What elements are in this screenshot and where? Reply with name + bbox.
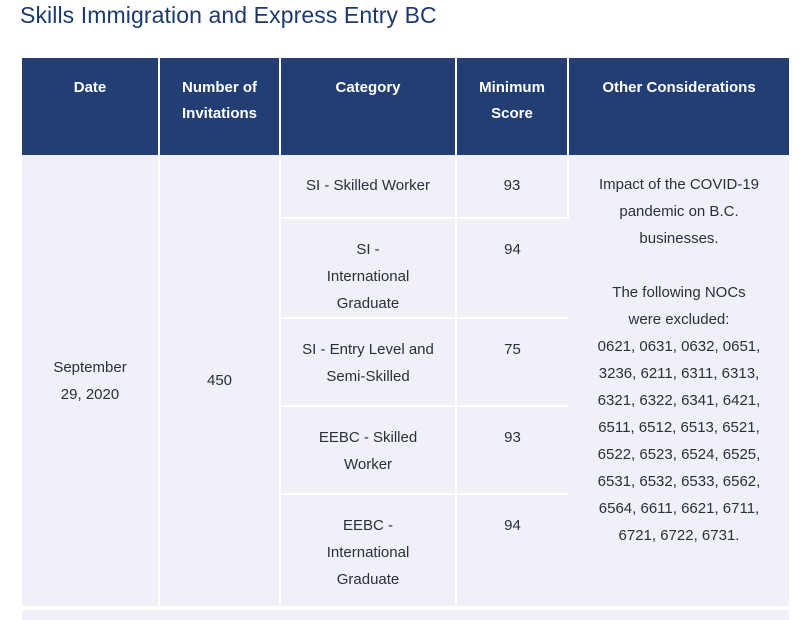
nocs-list-text: 0621, 0631, 0632, 0651, 3236, 6211, 6311, 6313, 6321, 6322, 6341, 6421, 6511, 6512, 6513, 6521, 6522, 6523, 6524, 6525, 6531, 6532, 6533, 6562, 6564, 6611, 6621, 6711, 6721, 6722, 6731. [597, 338, 761, 544]
invitations-cell: 450 [159, 155, 280, 607]
category-value: EEBC - Skilled Worker [318, 429, 418, 473]
date-cell [22, 155, 159, 607]
covid-impact-text: Impact of the COVID-19 pandemic on B.C. businesses. [598, 176, 760, 247]
other-considerations-cell [568, 155, 789, 607]
page-title: Skills Immigration and Express Entry BC [20, 2, 437, 28]
next-row-strip [22, 610, 789, 620]
nocs-intro-text: The following NOCs were excluded: [612, 284, 746, 328]
table-row [22, 155, 789, 218]
header-score-label: Minimum Score [479, 79, 545, 122]
category-value: EEBC - International Graduate [326, 517, 410, 588]
header-minimum-score [456, 58, 568, 155]
header-other-considerations: Other Considerations [568, 58, 789, 155]
header-date: Date [22, 58, 159, 155]
category-cell [280, 494, 456, 607]
header-invitations-label: Number of Invitations [181, 79, 257, 122]
category-cell [280, 218, 456, 318]
score-cell: 75 [456, 318, 568, 406]
category-cell [280, 318, 456, 406]
category-value: SI - Skilled Worker [306, 177, 430, 194]
date-value: September 29, 2020 [53, 358, 127, 403]
category-cell [280, 406, 456, 494]
score-cell: 93 [456, 155, 568, 218]
header-number-of-invitations [159, 58, 280, 155]
table-header-row [22, 58, 789, 155]
score-cell: 94 [456, 218, 568, 318]
invitation-rounds-table [22, 58, 789, 608]
header-category: Category [280, 58, 456, 155]
category-value: SI - Entry Level and Semi-Skilled [302, 341, 434, 385]
category-value: SI - International Graduate [326, 241, 410, 312]
score-cell: 93 [456, 406, 568, 494]
category-cell [280, 155, 456, 218]
score-cell: 94 [456, 494, 568, 607]
paragraph-gap [581, 252, 777, 279]
